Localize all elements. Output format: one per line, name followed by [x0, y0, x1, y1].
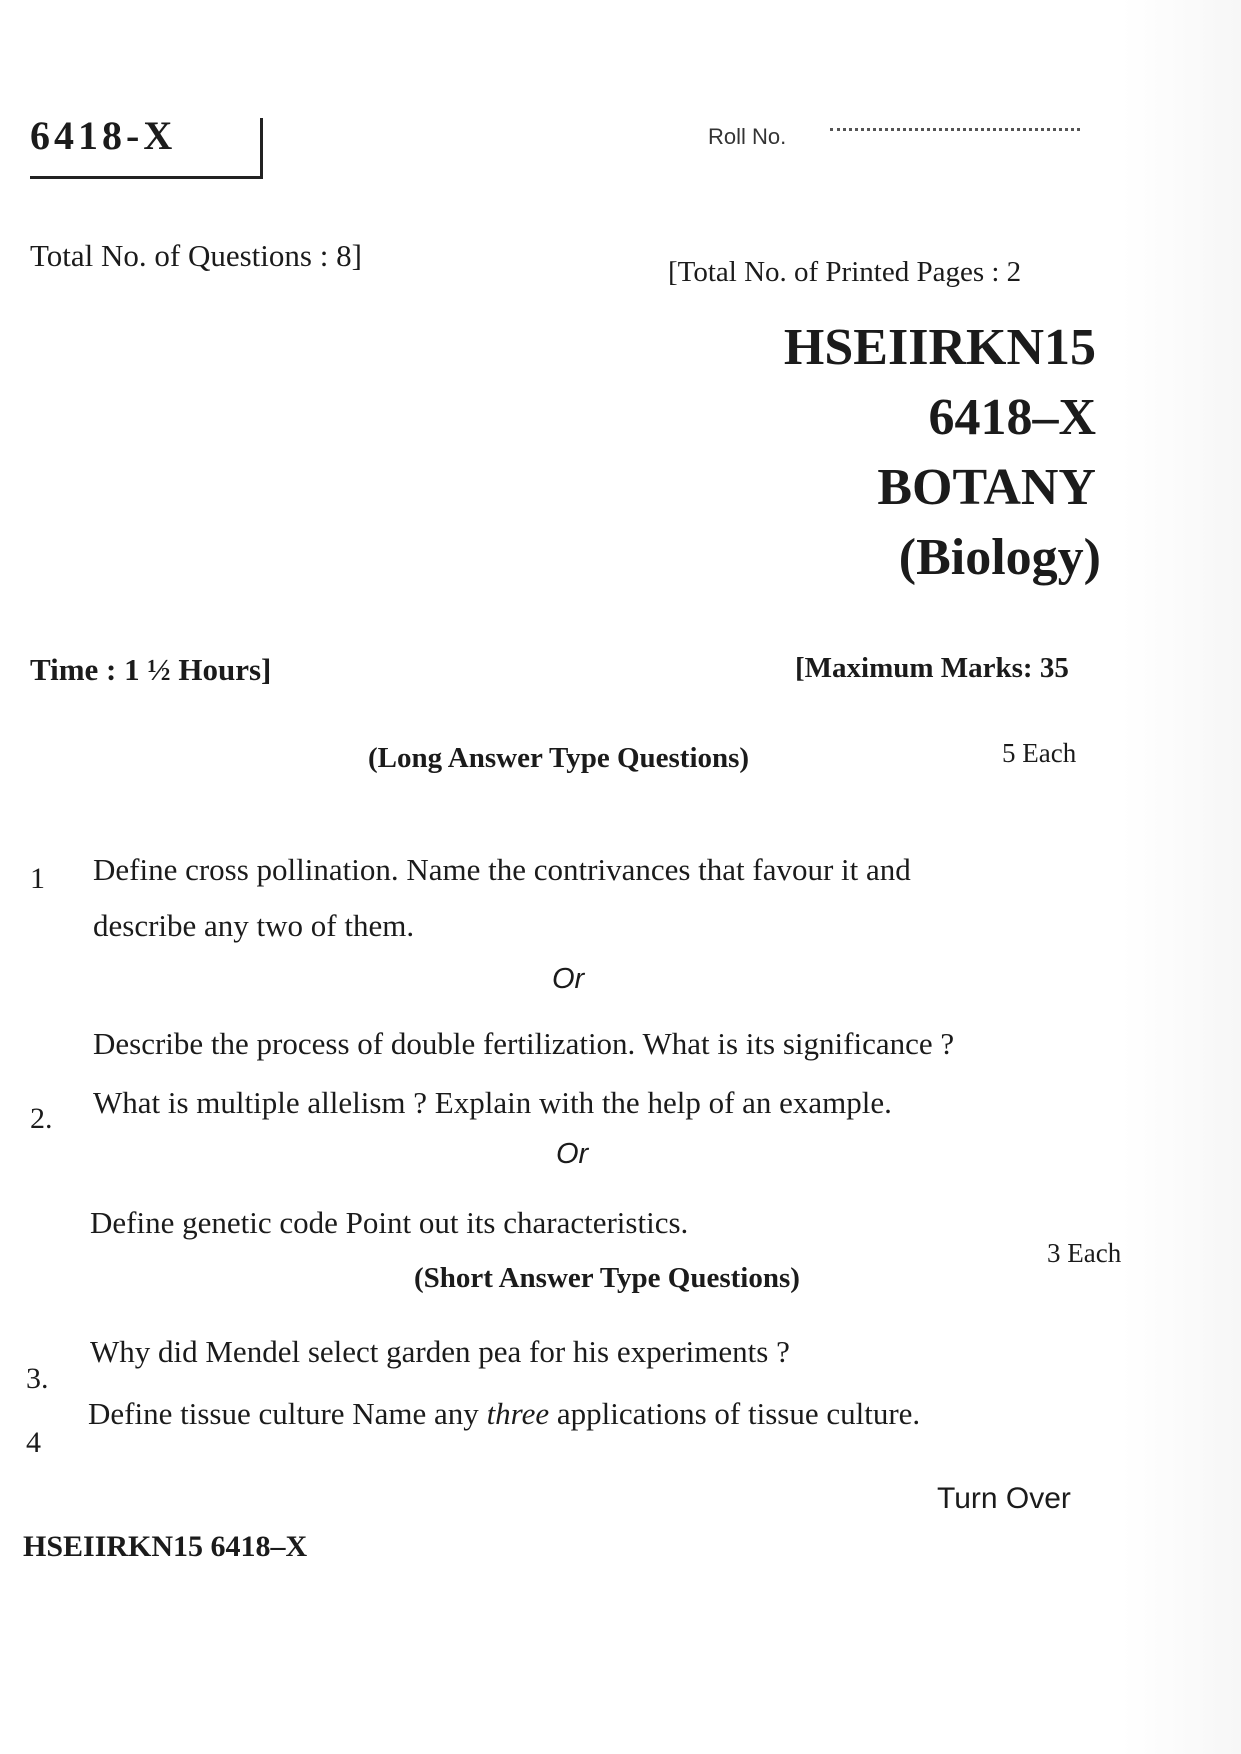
question-number: 1 — [30, 862, 45, 895]
section-marks-short: 3 Each — [1047, 1238, 1122, 1268]
question-text: describe any two of them. — [93, 908, 415, 943]
question-text: What is multiple allelism ? Explain with the help of an example. — [93, 1085, 892, 1120]
page-edge-shadow — [1121, 0, 1241, 1754]
section-title-long: (Long Answer Type Questions) — [368, 742, 750, 774]
section-marks-long: 5 Each — [1002, 738, 1077, 768]
paper-code: HSEIIRKN15 — [783, 319, 1096, 376]
question-text: Why did Mendel select garden pea for his experiments ? — [90, 1334, 790, 1369]
section-title-short: (Short Answer Type Questions) — [414, 1262, 800, 1294]
turn-over-label: Turn Over — [937, 1482, 1071, 1515]
question-alternative: Define genetic code Point out its characteristics. — [90, 1205, 689, 1240]
question-alternative: Describe the process of double fertilization. What is its significance ? — [93, 1026, 955, 1061]
or-separator: Or — [556, 1138, 589, 1170]
time-allowed: Time : 1 ½ Hours] — [30, 652, 272, 687]
subject-subtitle: (Biology) — [898, 529, 1101, 586]
footer-paper-code: HSEIIRKN15 6418–X — [23, 1530, 308, 1563]
question-text-part: applications of tissue culture. — [556, 1396, 921, 1431]
question-text-emphasis: three — [486, 1396, 550, 1431]
roll-number-label: Roll No. — [708, 124, 787, 149]
paper-number: 6418–X — [928, 389, 1096, 446]
question-text — [88, 1396, 920, 1432]
subject-title: BOTANY — [877, 459, 1096, 516]
question-text: Define cross pollination. Name the contrivances that favour it and — [93, 852, 911, 887]
total-printed-pages: [Total No. of Printed Pages : 2 — [668, 256, 1022, 288]
roll-number-blank — [830, 128, 1080, 131]
question-number: 2. — [30, 1102, 53, 1135]
total-questions: Total No. of Questions : 8] — [30, 238, 362, 273]
top-left-code: 6418-X — [30, 113, 177, 158]
or-separator: Or — [552, 963, 585, 995]
question-number: 3. — [26, 1362, 49, 1395]
question-number: 4 — [26, 1426, 41, 1459]
question-text-part: Define tissue culture Name any — [88, 1396, 479, 1431]
maximum-marks: [Maximum Marks: 35 — [795, 652, 1069, 684]
